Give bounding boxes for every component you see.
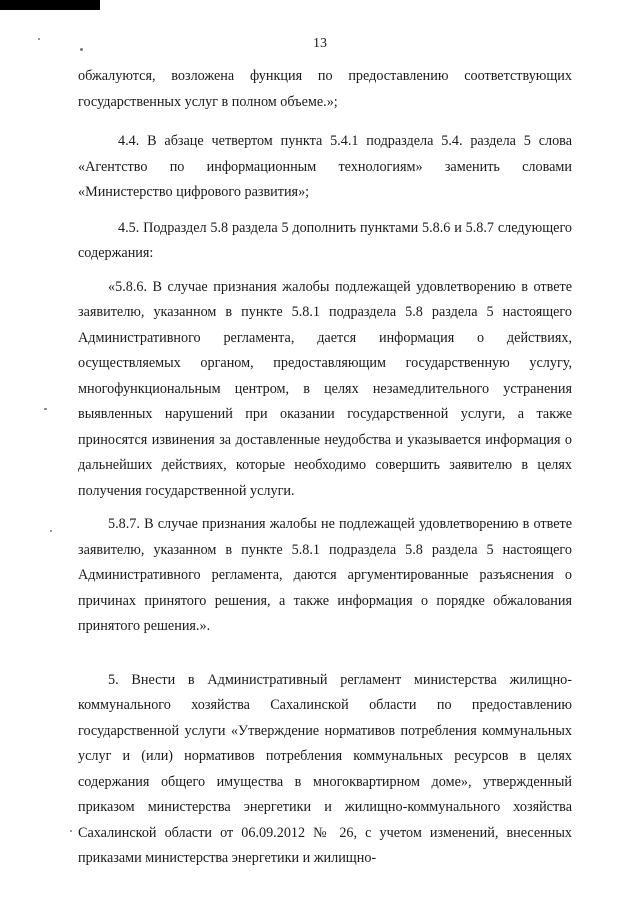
document-body bbox=[78, 64, 572, 872]
paragraph-5-8-6: «5.8.6. В случае признания жалобы подлежащей удовлетворению в ответе заявителю, указанном в пункте 5.8.1 подраздела 5.8 раздела 5 настоящего Административного регламента, дается информация о действиях, осуществляемых органом, предоставляющим государственную услугу, многофункциональным центром, в целях незамедлительного устранения выявленных нарушений при оказании государственной услуги, а также приносятся извинения за доставленные неудобства и указывается информация о дальнейших действиях, которые необходимо совершить заявителю в целях получения государственной услуги. bbox=[78, 278, 572, 499]
paragraph-gap bbox=[78, 640, 572, 668]
scan-speck bbox=[80, 48, 83, 51]
paragraph-continuation: обжалуются, возложена функция по предоставлению соответствующих государственных услуг в полном объеме.»; bbox=[78, 68, 572, 110]
paragraph-4-4: 4.4. В абзаце четвертом пункта 5.4.1 подраздела 5.4. раздела 5 слова «Агентство по информационным технологиям» заменить словами «Министерство цифрового развития»; bbox=[78, 133, 572, 200]
scan-corner-mark bbox=[0, 0, 100, 10]
scan-speck bbox=[44, 408, 47, 410]
paragraph-4-5: 4.5. Подраздел 5.8 раздела 5 дополнить пунктами 5.8.6 и 5.8.7 следующего содержания: bbox=[78, 219, 572, 261]
scan-speck bbox=[70, 830, 72, 832]
scan-speck bbox=[50, 530, 52, 532]
paragraph-5-8-7: 5.8.7. В случае признания жалобы не подлежащей удовлетворению в ответе заявителю, указанном в пункте 5.8.1 подраздела 5.8 раздела 5 настоящего Административного регламента, даются аргументированные разъяснения о причинах принятого решения, а также информация о порядке обжалования принятого решения.». bbox=[78, 516, 572, 634]
page-number: 13 bbox=[313, 36, 327, 51]
paragraph-item-5: 5. Внести в Административный регламент министерства жилищно-коммунального хозяйства Сахалинской области по предоставлению государственной услуги «Утверждение нормативов потребления коммунальных услуг и (или) нормативов потребления коммунальных ресурсов в целях содержания общего имущества в многоквартирном доме», утвержденный приказом министерства энергетики и жилищно-коммунального хозяйства Сахалинской области от 06.09.2012 № 26, с учетом изменений, внесенных приказами министерства энергетики и жилищно- bbox=[78, 671, 572, 866]
scan-speck bbox=[38, 38, 40, 40]
